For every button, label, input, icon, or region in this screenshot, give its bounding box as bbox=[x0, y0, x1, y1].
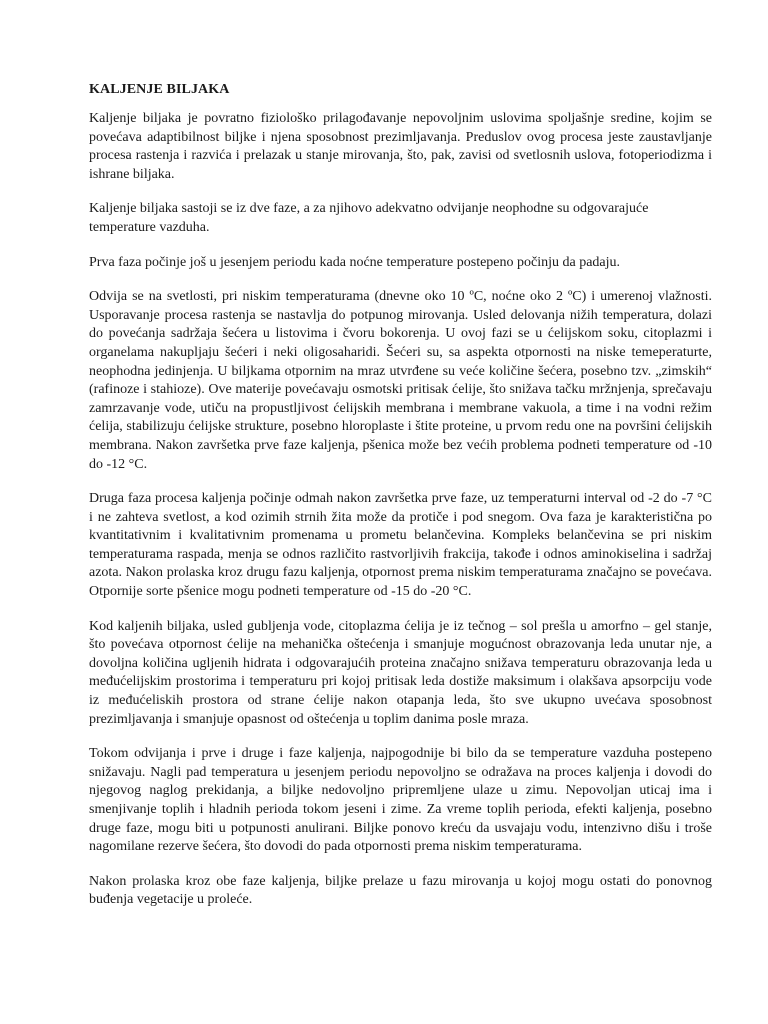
paragraph-two-phases: Kaljenje biljaka sastoji se iz dve faze, a za njihovo adekvatno odvijanje neophodne su odgovarajuće temperature vazduha. bbox=[89, 201, 649, 235]
paragraph-first-phase: Odvija se na svetlosti, pri niskim temperaturama (dnevne oko 10 ºC, noćne oko 2 ºC) i umerenoj vlažnosti. Usporavanje procesa rastenja se nastavlja do potpunog mirovanja. Usled delovanja nižih temperatura, dolazi do povećanja sadržaja šećera u listovima i čvoru bokorenja. U ovoj fazi se u ćelijskom soku, citoplazmi i organelama nakupljaju šećeri i neki oligosaharidi. Šećeri su, sa aspekta otpornosti na niske temeperaturte, neophodna jedinjenja. U biljkama otpornim na mraz utvrđene su veće količine šećera, posebno tzv. „zimskih“ (rafinoze i stahioze). Ove materije povećavaju osmotski pritisak ćelije, što snižava tačku mržnjenja, sprečavaju zamrzavanje vode, utiču na propustljivost ćelijskih membrana i membrane vakuola, a time i na vodni režim ćelija, stabilizuju ćelijske strukture, posebno hloroplaste i štite proteine, u prvom redu one na površini ćelijskih membrana. Nakon završetka prve faze kaljenja, pšenica može bez većih problema podneti temperature od -10 do -12 °C. bbox=[89, 289, 712, 472]
document-page bbox=[89, 80, 712, 926]
paragraph-dormancy: Nakon prolaska kroz obe faze kaljenja, biljke prelaze u fazu mirovanja u kojoj mogu ostati do ponovnog buđenja vegetacije u proleće. bbox=[89, 873, 712, 908]
paragraph-second-phase: Druga faza procesa kaljenja počinje odmah nakon završetka prve faze, uz temperaturni interval od -2 do -7 °C i ne zahteva svetlost, a kod ozimih strnih žita može da protiče i pod snegom. Ova faza je karakteristična po kvantitativnim i kvalitativnim promenama u prometu belančevina. Kompleks belančevina se pri niskim temperaturama raspada, menja se odnos različito rastvorljivih frakcija, takođe i odnos aminokiselina i sadržaj azota. Nakon prolaska kroz drugu fazu kaljenja, otpornost prema niskim temperaturama značajno se povećava. Otpornije sorte pšenice mogu podneti temperature od -15 do -20 °C. bbox=[89, 491, 712, 600]
paragraph-first-phase-start: Prva faza počinje još u jesenjem periodu kada noćne temperature postepeno počinju da padaju. bbox=[89, 254, 621, 270]
document-title: KALJENJE BILJAKA bbox=[89, 82, 230, 97]
paragraph-temperature-changes: Tokom odvijanja i prve i druge i faze kaljenja, najpogodnije bi bilo da se temperature vazduha postepeno snižavaju. Nagli pad temperatura u jesenjem periodu nepovoljno se odražava na proces kaljenja i dovodi do njegovog naglog prekidanja, a biljke nedovoljno pripremljene ulaze u zimu. Nepovoljan uticaj ima i smenjivanje toplih i hladnih perioda tokom jeseni i zime. Za vreme toplih perioda, efekti kaljenja, posebno druge faze, mogu biti u potpunosti anulirani. Biljke ponovo kreću da usvajaju vodu, intenzivno dišu i troše nagomilane rezerve šećera, što dovodi do pada otpornosti prema niskim temperaturama. bbox=[89, 746, 712, 855]
paragraph-hardened-plants: Kod kaljenih biljaka, usled gubljenja vode, citoplazma ćelija je iz tečnog – sol prešla u amorfno – gel stanje, što povećava otpornost ćelije na mehanička oštećenja i smanjuje mogućnost obrazovanja leda unutar nje, a dovoljna količina ugljenih hidrata i odgovarajućih proteina značajno snižava temperaturu obrazovanja leda u međućelijskim prostorima i temperaturu pri kojoj pritisak leda dostiže maksimum i olakšava apsorpciju vode iz međućeliskih prostora od strane ćelije nakon otapanja leda, što sve ukupno uvećava sposobnost prezimljavanja i smanjuje opasnost od oštećenja u toplim danima posle mraza. bbox=[89, 618, 712, 727]
paragraph-intro: Kaljenje biljaka je povratno fiziološko prilagođavanje nepovoljnim uslovima spoljašnje sredine, kojim se povećava adaptibilnost biljke i njena sposobnost prezimljavanja. Preduslov ovog procesa jeste zaustavljanje procesa rastenja i razvića i prelazak u stanje mirovanja, što, pak, zavisi od svetlosnih uslova, fotoperiodizma i ishrane biljaka. bbox=[89, 111, 712, 182]
